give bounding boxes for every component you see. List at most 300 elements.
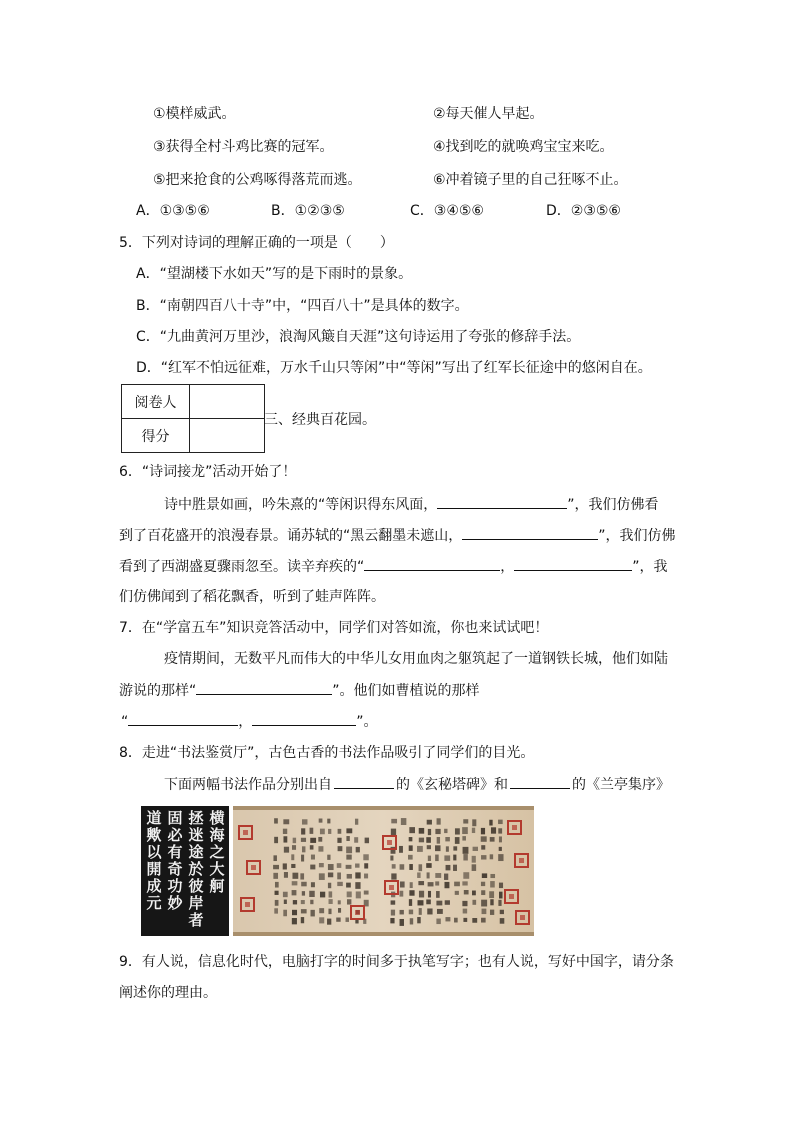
scroll-stroke <box>481 900 487 907</box>
scroll-stroke <box>283 863 287 869</box>
scroll-stroke <box>301 828 305 834</box>
q5-option-c: C．“九曲黄河万里沙，浪淘风簸自天涯”这句诗运用了夸张的修辞手法。 <box>136 329 581 345</box>
seal-stamp-inner <box>520 915 525 920</box>
scroll-stroke <box>427 845 431 849</box>
scroll-stroke <box>273 873 278 879</box>
scroll-stroke <box>291 864 295 868</box>
stele-char: 彼 <box>188 877 204 895</box>
scroll-stroke <box>462 881 467 885</box>
scroll-stroke <box>498 854 503 861</box>
scroll-stroke <box>472 828 475 833</box>
scroll-stroke <box>436 919 440 925</box>
xuanmi-pagoda-stele-image <box>141 806 229 936</box>
scroll-stroke <box>364 891 369 895</box>
scroll-stroke <box>275 891 279 895</box>
reviewer-label: 阅卷人 <box>122 385 190 419</box>
scroll-stroke <box>435 845 440 851</box>
scroll-stroke <box>498 900 501 906</box>
scroll-stroke <box>327 919 331 925</box>
scroll-stroke <box>435 829 440 834</box>
q6-line-2 <box>119 525 676 546</box>
scroll-stroke <box>490 837 495 842</box>
scroll-stroke <box>346 865 352 869</box>
scroll-stroke <box>274 818 278 823</box>
scroll-stroke <box>310 845 314 849</box>
q8-line-1-text-b: 的《玄秘塔碑》和 <box>396 777 508 793</box>
scroll-stroke <box>473 847 478 851</box>
lanting-scroll-svg <box>233 806 534 936</box>
reviewer-cell <box>190 385 265 419</box>
scroll-stroke <box>292 910 297 915</box>
scroll-stroke <box>499 892 502 899</box>
q6-line-1-text-a: 诗中胜景如画，吟朱熹的“等闲识得东风面， <box>164 497 438 513</box>
scroll-stroke <box>338 908 341 913</box>
scroll-stroke <box>347 899 351 904</box>
q7-line-2 <box>119 680 480 701</box>
q7-line-3 <box>121 711 378 732</box>
q6-blank-2[interactable] <box>462 525 598 540</box>
scroll-stroke <box>274 908 278 913</box>
score-label: 得分 <box>122 419 190 453</box>
scroll-stroke <box>427 820 432 825</box>
q6-line-3 <box>119 556 668 577</box>
seal-stamp-inner <box>519 858 524 863</box>
choice-d: D．②③⑤⑥ <box>546 203 621 219</box>
q6-blank-1[interactable] <box>437 494 567 509</box>
scroll-stroke <box>481 836 487 841</box>
scroll-stroke <box>490 910 494 915</box>
scroll-stroke <box>481 845 485 849</box>
option-4: ④找到吃的就唤鸡宝宝来吃。 <box>433 139 614 155</box>
scroll-stroke <box>409 910 413 915</box>
scroll-stroke <box>293 838 296 843</box>
stele-char: 拯 <box>188 809 204 827</box>
q7-stem: 7．在“学富五车”知识竞答活动中，同学们对答如流，你也来试试吧！ <box>119 620 549 636</box>
scroll-stroke <box>482 873 487 878</box>
q8-line-1-text-c: 的《兰亭集序》 <box>572 777 670 793</box>
scroll-stroke <box>418 881 424 885</box>
scroll-stroke <box>292 881 298 885</box>
scroll-stroke <box>301 838 306 842</box>
scroll-stroke <box>428 829 431 835</box>
q5-option-b: B．“南朝四百八十寺”中，“四百八十”是具体的数字。 <box>136 298 469 314</box>
seal-stamp-inner <box>389 885 394 890</box>
scroll-stroke <box>498 828 502 833</box>
scroll-stroke <box>338 846 343 851</box>
stele-char: 大 <box>209 860 225 878</box>
scroll-stroke <box>409 845 413 851</box>
scroll-stroke <box>409 864 413 870</box>
q6-blank-4[interactable] <box>514 556 632 571</box>
scroll-stroke <box>347 874 352 879</box>
scroll-stroke <box>337 863 342 868</box>
scroll-stroke <box>481 828 485 834</box>
scroll-stroke <box>435 873 441 878</box>
scroll-stroke <box>437 837 440 844</box>
q7-line-3-text-b: ， <box>238 714 253 730</box>
scroll-stroke <box>491 827 496 833</box>
scroll-stroke <box>310 828 314 834</box>
stele-char: 固 <box>167 809 183 827</box>
q6-line-2-text-b: ”，我们仿佛 <box>598 528 676 544</box>
scroll-stroke <box>463 847 469 854</box>
q7-blank-2[interactable] <box>128 711 238 726</box>
q8-stem: 8．走进“书法鉴赏厅”，古色古香的书法作品吸引了同学们的目光。 <box>119 745 535 761</box>
scroll-stroke <box>327 855 330 860</box>
scroll-stroke <box>490 881 495 887</box>
scroll-stroke <box>419 908 422 915</box>
scroll-stroke <box>444 855 450 860</box>
scroll-stroke <box>446 865 451 870</box>
q7-line-1: 疫情期间，无数平凡而伟大的中华儿女用血肉之躯筑起了一道钢铁长城，他们如陆 <box>164 651 668 667</box>
seal-stamp-inner <box>243 830 248 835</box>
scroll-stroke <box>337 882 343 886</box>
scroll-stroke <box>391 873 396 879</box>
score-cell <box>190 419 265 453</box>
q7-blank-1[interactable] <box>196 680 332 695</box>
scroll-stroke <box>392 864 396 868</box>
q9-line-1: 9．有人说，信息化时代，电脑打字的时间多于执笔写字；也有人说，写好中国字，请分条 <box>119 954 674 970</box>
scroll-stroke <box>346 828 352 833</box>
stele-char: 岸 <box>188 894 204 912</box>
scroll-stroke <box>455 828 460 834</box>
scroll-stroke <box>311 882 315 887</box>
scroll-stroke <box>427 872 430 878</box>
seal-stamp-inner <box>512 825 517 830</box>
scroll-stroke <box>338 900 341 904</box>
scroll-stroke <box>354 837 358 843</box>
scroll-stroke <box>417 872 420 878</box>
scroll-stroke <box>284 872 288 878</box>
scroll-stroke <box>292 890 297 895</box>
scroll-stroke <box>418 900 424 905</box>
scroll-stroke <box>426 863 431 868</box>
scroll-stroke <box>472 918 477 923</box>
option-5: ⑤把来抢食的公鸡啄得落荒而逃。 <box>153 172 362 188</box>
scroll-stroke <box>400 919 404 926</box>
scroll-stroke <box>427 908 432 914</box>
scroll-stroke <box>417 917 421 923</box>
scroll-stroke <box>283 910 287 916</box>
scroll-stroke <box>311 910 315 917</box>
scroll-stroke <box>481 890 485 895</box>
scroll-stroke <box>274 837 278 843</box>
seal-stamp-inner <box>509 894 514 899</box>
seal-stamp-inner <box>251 865 256 870</box>
scroll-stroke <box>409 899 412 906</box>
scroll-stroke <box>283 829 287 834</box>
scroll-stroke <box>319 908 324 913</box>
scroll-stroke <box>390 856 393 861</box>
scroll-stroke <box>328 873 333 878</box>
q7-line-2-text-a: 游说的那样“ <box>119 683 197 699</box>
scroll-stroke <box>346 917 349 921</box>
scroll-stroke <box>273 855 276 861</box>
scroll-stroke <box>356 847 360 853</box>
scroll-stroke <box>311 855 315 860</box>
q5-stem: 5．下列对诗词的理解正确的一项是（ ） <box>119 235 394 251</box>
scroll-stroke <box>355 863 359 867</box>
scroll-stroke <box>400 864 405 869</box>
lanting-preface-image <box>233 806 534 936</box>
scroll-stroke <box>284 847 289 853</box>
scroll-stroke <box>426 899 431 904</box>
q6-line-1 <box>164 494 659 515</box>
q6-blank-3[interactable] <box>364 556 500 571</box>
scroll-stroke <box>399 891 403 897</box>
scroll-stroke <box>454 918 458 923</box>
scroll-stroke <box>410 882 413 888</box>
scroll-stroke <box>408 855 413 860</box>
scroll-stroke <box>499 883 503 888</box>
scroll-stroke <box>490 854 493 859</box>
scroll-stroke <box>337 838 341 843</box>
scroll-stroke <box>293 900 297 904</box>
q6-line-3-text-b: ， <box>500 559 515 575</box>
scroll-stroke <box>445 917 450 921</box>
scroll-stroke <box>419 891 424 898</box>
scroll-stroke <box>301 882 306 887</box>
scroll-stroke <box>454 882 460 887</box>
scroll-stroke <box>410 918 413 924</box>
stele-char: 者 <box>188 911 204 929</box>
seal-stamp-inner <box>355 910 360 915</box>
scroll-stroke <box>426 837 431 843</box>
scroll-stroke <box>364 874 368 879</box>
scroll-stroke <box>489 891 494 898</box>
scroll-stroke <box>401 818 406 825</box>
seal-stamp-inner <box>245 902 250 907</box>
stele-char: 功 <box>167 877 183 895</box>
scroll-stroke <box>302 846 305 852</box>
scroll-stroke <box>444 829 447 833</box>
scroll-stroke <box>463 854 467 860</box>
scroll-stroke <box>453 855 456 861</box>
scroll-stroke <box>455 891 459 895</box>
scroll-stroke <box>462 836 466 840</box>
q8-blank-2[interactable] <box>510 774 570 789</box>
stele-char: 途 <box>188 843 204 861</box>
scroll-stroke <box>391 819 397 824</box>
scroll-stroke <box>336 918 340 922</box>
q8-line-1-text-a: 下面两幅书法作品分别出自 <box>164 777 332 793</box>
scroll-stroke <box>417 846 423 852</box>
stele-char: 歟 <box>146 826 162 844</box>
q7-blank-3[interactable] <box>252 711 356 726</box>
seal-stamp-inner <box>387 840 392 845</box>
scroll-stroke <box>391 900 396 904</box>
q8-line-1 <box>164 774 670 795</box>
stele-char: 道 <box>146 809 162 827</box>
scroll-stroke <box>446 846 449 851</box>
scroll-stroke <box>301 909 307 913</box>
scroll-stroke <box>428 882 434 886</box>
scroll-stroke <box>283 836 287 842</box>
scroll-stroke <box>436 891 440 898</box>
q6-line-3-text-a: 看到了西湖盛夏骤雨忽至。读辛弃疾的“ <box>119 559 365 575</box>
stele-char: 之 <box>209 843 225 861</box>
scroll-stroke <box>453 865 457 871</box>
scroll-stroke <box>489 820 492 826</box>
scroll-stroke <box>453 846 457 850</box>
scroll-stroke <box>499 847 502 851</box>
scroll-stroke <box>318 846 323 851</box>
scroll-stroke <box>500 910 504 914</box>
scroll-stroke <box>346 847 352 854</box>
stele-char: 開 <box>146 860 162 878</box>
scroll-stroke <box>462 901 467 906</box>
scroll-stroke <box>292 873 298 879</box>
q7-line-3-text-a: “ <box>121 714 129 730</box>
scroll-stroke <box>499 836 502 842</box>
scroll-stroke <box>283 892 288 897</box>
scroll-stroke <box>463 872 469 879</box>
scroll-stroke <box>437 909 443 914</box>
scroll-stroke <box>400 910 404 915</box>
scroll-stroke <box>498 820 503 824</box>
q6-line-4: 们仿佛闻到了稻花飘香，听到了蛙声阵阵。 <box>119 589 385 605</box>
option-6: ⑥冲着镜子里的自己狂啄不止。 <box>433 172 628 188</box>
scroll-stroke <box>463 819 468 823</box>
scroll-stroke <box>481 882 485 886</box>
scroll-stroke <box>327 819 330 824</box>
q7-line-3-text-c: ”。 <box>356 714 378 730</box>
scroll-stroke <box>320 829 325 835</box>
scroll-stroke <box>328 909 331 914</box>
q6-line-1-text-b: ”，我们仿佛看 <box>567 497 659 513</box>
scroll-stroke <box>472 891 476 896</box>
stele-char: 元 <box>146 894 162 912</box>
q7-line-2-text-b: ”。他们如曹植说的那样 <box>332 683 480 699</box>
scroll-stroke <box>436 901 442 906</box>
scroll-stroke <box>462 827 468 834</box>
scroll-stroke <box>464 890 469 894</box>
scroll-stroke <box>435 855 439 862</box>
scroll-stroke <box>435 881 439 885</box>
stele-char: 奇 <box>167 860 183 878</box>
scroll-stroke <box>328 864 334 870</box>
scroll-stroke <box>363 854 368 860</box>
scroll-stroke <box>419 828 424 834</box>
scroll-stroke <box>275 882 279 888</box>
scroll-stroke <box>310 838 316 843</box>
scroll-stroke <box>445 900 450 905</box>
scroll-stroke <box>437 818 441 824</box>
section-3-heading: 三、经典百花园。 <box>264 412 376 428</box>
scroll-stroke <box>319 863 324 867</box>
score-table <box>121 384 265 453</box>
q9-line-2: 阐述你的理由。 <box>119 985 217 1001</box>
scroll-stroke <box>302 891 305 895</box>
scroll-stroke <box>490 899 493 905</box>
scroll-stroke <box>283 819 289 824</box>
scroll-stroke <box>472 856 476 863</box>
scroll-stroke <box>329 891 333 897</box>
scroll-stroke <box>482 909 487 914</box>
scroll-stroke <box>455 837 460 844</box>
scroll-stroke <box>419 864 423 871</box>
scroll-stroke <box>355 882 360 889</box>
scroll-stroke <box>391 910 395 916</box>
q5-option-d: D．“红军不怕远征难，万水千山只等闲”中“等闲”写出了红军长征途中的悠闲自在。 <box>136 360 652 376</box>
scroll-stroke <box>472 900 476 905</box>
scroll-stroke <box>302 819 307 824</box>
stele-char: 妙 <box>167 894 183 912</box>
scroll-stroke <box>355 819 358 825</box>
stele-char: 舸 <box>209 877 225 895</box>
scroll-stroke <box>328 883 331 888</box>
scroll-stroke <box>319 818 323 822</box>
scroll-stroke <box>309 891 314 897</box>
scroll-stroke <box>338 829 342 834</box>
scroll-stroke <box>310 900 313 904</box>
scroll-stroke <box>428 856 431 861</box>
scroll-stroke <box>481 918 486 923</box>
scroll-stroke <box>391 847 396 854</box>
scroll-stroke <box>337 872 341 879</box>
scroll-stroke <box>356 891 361 898</box>
choice-b: B．①②③⑤ <box>271 203 345 219</box>
q8-blank-1[interactable] <box>334 774 394 789</box>
scroll-stroke <box>481 855 486 859</box>
option-1: ①模样威武。 <box>153 106 236 122</box>
option-2: ②每天催人早起。 <box>433 106 544 122</box>
scroll-stroke <box>346 883 351 888</box>
q6-line-2-text-a: 到了百花盛开的浪漫春景。诵苏轼的“黑云翻墨未遮山， <box>119 528 463 544</box>
scroll-stroke <box>400 881 405 887</box>
scroll-stroke <box>445 837 450 841</box>
q6-line-3-text-c: ”，我 <box>632 559 668 575</box>
choice-c: C．③④⑤⑥ <box>410 203 484 219</box>
scroll-stroke <box>300 873 304 879</box>
scroll-stroke <box>319 873 325 880</box>
scroll-stroke <box>409 827 415 833</box>
q6-stem: 6．“诗词接龙”活动开始了！ <box>119 464 297 480</box>
scroll-stroke <box>328 829 331 834</box>
scroll-stroke <box>463 909 467 914</box>
scroll-stroke <box>301 900 305 904</box>
stele-char: 有 <box>167 843 183 861</box>
scroll-stroke <box>347 891 352 897</box>
scroll-stroke <box>419 838 424 843</box>
scroll-stroke <box>399 846 403 853</box>
stele-char: 必 <box>167 826 183 844</box>
scroll-stroke <box>291 854 294 860</box>
stele-char: 迷 <box>188 826 204 844</box>
scroll-stroke <box>472 819 476 826</box>
scroll-stroke <box>318 837 322 842</box>
scroll-stroke <box>444 874 448 880</box>
scroll-stroke <box>490 874 495 878</box>
scroll-stroke <box>301 917 304 923</box>
scroll-stroke <box>463 918 467 922</box>
scroll-stroke <box>444 882 449 888</box>
choice-a: A．①③⑤⑥ <box>136 203 210 219</box>
scroll-stroke <box>390 918 394 923</box>
scroll-stroke <box>409 837 413 841</box>
scroll-stroke <box>320 892 325 898</box>
scroll-stroke <box>301 855 304 862</box>
scroll-stroke <box>273 865 279 869</box>
scroll-stroke <box>310 865 315 870</box>
stele-char: 海 <box>209 826 225 844</box>
scroll-stroke <box>329 899 333 904</box>
stele-char: 以 <box>146 843 162 861</box>
stele-char: 横 <box>209 809 225 827</box>
scroll-stroke <box>500 918 505 924</box>
option-3: ③获得全村斗鸡比赛的冠军。 <box>153 139 334 155</box>
scroll-stroke <box>355 872 360 878</box>
